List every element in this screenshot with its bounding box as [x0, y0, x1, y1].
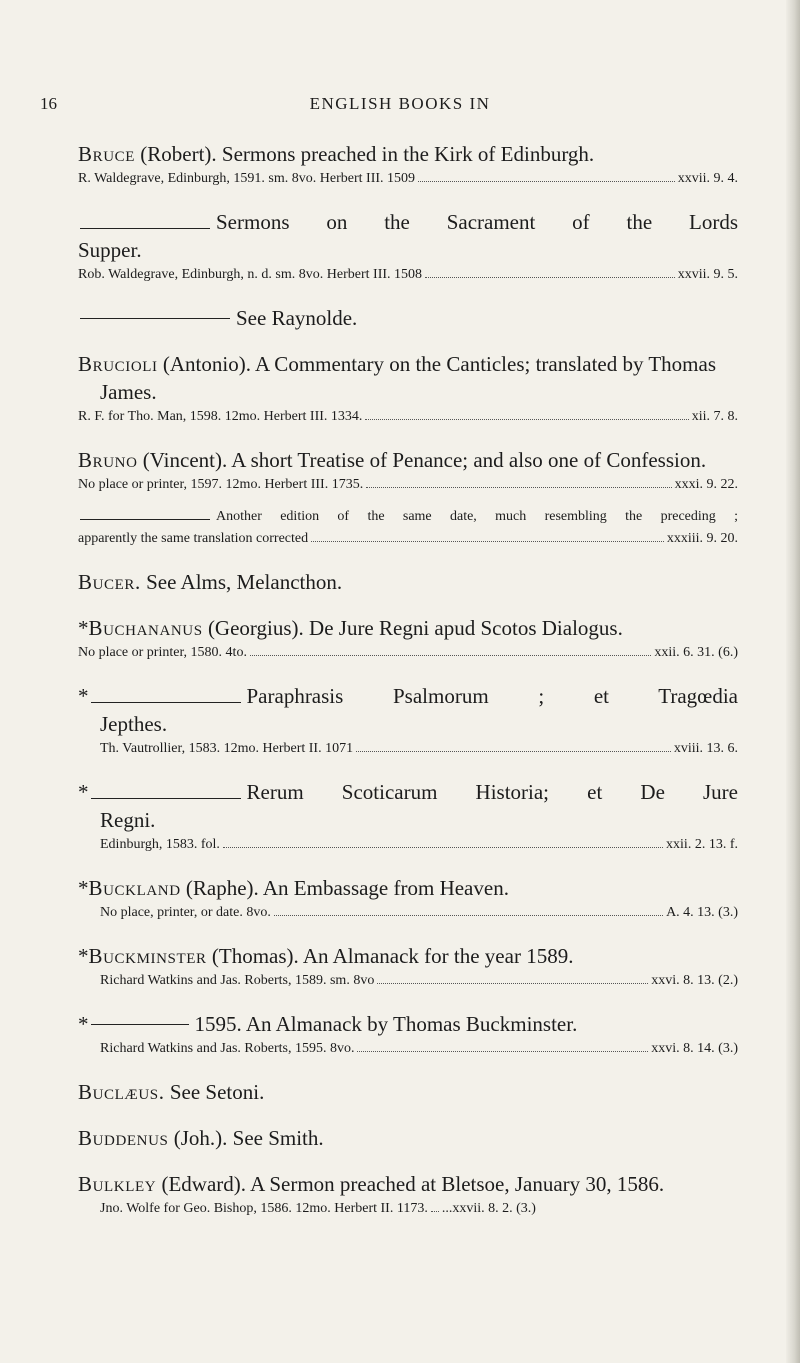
ditto-rule: [80, 318, 230, 319]
entry-imprint: [78, 528, 738, 550]
entry-buckland: [78, 874, 738, 924]
imprint-text: No place or printer, 1580. 4to.: [78, 645, 247, 660]
ditto-rule: [91, 702, 241, 703]
ditto-rule: [91, 1024, 189, 1025]
entry-imprint: [78, 1198, 738, 1220]
ditto-rule: [80, 228, 210, 229]
entry-buchananus: [78, 614, 738, 664]
entry-bruno: [78, 446, 738, 496]
bibliography-list: [78, 140, 738, 1238]
page-edge-shadow: [786, 0, 800, 1363]
shelf-reference: xxxiii. 9. 20.: [666, 531, 738, 546]
entry-title-text: (Antonio). A Commentary on the Canticles; translated by Thomas James.: [100, 352, 716, 404]
ditto-rule: [80, 519, 210, 520]
acquisition-star: *: [78, 684, 89, 708]
entry-bruce: [78, 140, 738, 190]
entry-title-text: Paraphrasis Psalmorum ; et Tragœdia: [246, 684, 738, 708]
entry-title-text: See Raynolde.: [236, 306, 358, 330]
entry-heading: Bulkley: [78, 1172, 157, 1196]
imprint-text: Richard Watkins and Jas. Roberts, 1589. sm. 8vo: [100, 973, 375, 988]
entry-title-text: 1595. An Almanack by Thomas Buckminster.: [194, 1012, 578, 1036]
entry-brucioli: [78, 350, 738, 428]
imprint-text: R. F. for Tho. Man, 1598. 12mo. Herbert III. 1334.: [78, 409, 363, 424]
entry-bruno-another-edition: [78, 506, 738, 550]
entry-title: [78, 568, 738, 596]
entry-bruce-see-raynolde: [78, 304, 738, 332]
acquisition-star: *: [78, 616, 89, 640]
entry-imprint: [78, 970, 738, 992]
entry-title: [78, 446, 738, 474]
shelf-reference: xxii. 2. 13. f.: [666, 837, 738, 852]
entry-imprint: [78, 642, 738, 664]
entry-title-text: (Edward). A Sermon preached at Bletsoe, January 30, 1586.: [161, 1172, 665, 1196]
entry-title-text: See Setoni.: [169, 1080, 265, 1104]
acquisition-star: *: [78, 780, 89, 804]
imprint-text: No place or printer, 1597. 12mo. Herbert III. 1735.: [78, 477, 364, 492]
entry-imprint: [78, 738, 738, 760]
entry-imprint: [78, 834, 738, 856]
imprint-text: Rob. Waldegrave, Edinburgh, n. d. sm. 8vo. Herbert III. 1508: [78, 267, 423, 282]
entry-title: [78, 942, 738, 970]
entry-imprint: [78, 474, 738, 496]
ditto-rule: [91, 798, 241, 799]
entry-buchananus-paraphrasis: [78, 682, 738, 760]
entry-heading: Brucioli: [78, 352, 158, 376]
shelf-reference: xii. 7. 8.: [691, 409, 738, 424]
entry-title: [78, 682, 738, 710]
entry-title: [78, 304, 738, 332]
entry-buclaeus: [78, 1078, 738, 1106]
imprint-text: Edinburgh, 1583. fol.: [100, 837, 220, 852]
entry-heading: Buclæus.: [78, 1080, 165, 1104]
imprint-text: Richard Watkins and Jas. Roberts, 1595. 8vo.: [100, 1041, 355, 1056]
entry-title-text: Sermons on the Sacrament of the Lords: [216, 210, 738, 234]
entry-imprint: [78, 406, 738, 428]
shelf-reference: xxvii. 9. 4.: [677, 171, 738, 186]
entry-title: [78, 874, 738, 902]
entry-heading: Bucer.: [78, 570, 141, 594]
shelf-reference: A. 4. 13. (3.): [666, 905, 738, 920]
entry-title: [78, 1010, 738, 1038]
entry-heading: Bruce: [78, 142, 136, 166]
entry-title: [78, 1078, 738, 1106]
edition-note: [78, 506, 738, 528]
entry-title-continued: Supper.: [78, 238, 142, 262]
entry-title: [78, 1170, 738, 1198]
imprint-text: No place, printer, or date. 8vo.: [100, 905, 271, 920]
running-head: ENGLISH BOOKS IN: [309, 94, 491, 113]
acquisition-star: *: [78, 1012, 89, 1036]
entry-title: [78, 1124, 738, 1152]
acquisition-star: *: [78, 944, 89, 968]
entry-imprint: [78, 902, 738, 924]
shelf-reference: xxvii. 9. 5.: [677, 267, 738, 282]
entry-title-text: (Robert). Sermons preached in the Kirk of Edinburgh.: [140, 142, 595, 166]
imprint-text: Jno. Wolfe for Geo. Bishop, 1586. 12mo. Herbert II. 1173.: [100, 1201, 428, 1216]
entry-imprint: [78, 264, 738, 286]
entry-title-text: See Alms, Melancthon.: [146, 570, 343, 594]
shelf-reference: ...xxvii. 8. 2. (3.): [441, 1201, 536, 1216]
entry-heading: Buckland: [88, 876, 181, 900]
entry-heading: Buchananus: [88, 616, 203, 640]
entry-title-continued: Jepthes.: [100, 712, 168, 736]
note-text-continued: apparently the same translation corrected: [78, 531, 309, 546]
entry-title-text: (Georgius). De Jure Regni apud Scotos Dialogus.: [207, 616, 623, 640]
entry-heading: Buckminster: [88, 944, 207, 968]
entry-title-text: (Thomas). An Almanack for the year 1589.: [211, 944, 574, 968]
entry-title-continued: Regni.: [100, 808, 156, 832]
shelf-reference: xxvi. 8. 14. (3.): [651, 1041, 738, 1056]
entry-heading: Buddenus: [78, 1126, 169, 1150]
acquisition-star: *: [78, 876, 89, 900]
entry-bulkley: [78, 1170, 738, 1220]
entry-title-text: (Joh.). See Smith.: [173, 1126, 324, 1150]
entry-heading: Bruno: [78, 448, 138, 472]
entry-title-text: Rerum Scoticarum Historia; et De Jure: [246, 780, 738, 804]
entry-buckminster: [78, 942, 738, 992]
shelf-reference: xviii. 13. 6.: [673, 741, 738, 756]
entry-imprint: [78, 1038, 738, 1060]
shelf-reference: xxvi. 8. 13. (2.): [651, 973, 738, 988]
shelf-reference: xxii. 6. 31. (6.): [654, 645, 738, 660]
entry-title: [78, 778, 738, 806]
note-text: Another edition of the same date, much resembling the preceding ;: [216, 509, 738, 524]
shelf-reference: xxxi. 9. 22.: [674, 477, 738, 492]
page-number: 16: [40, 94, 57, 113]
entry-title-text: (Raphe). An Embassage from Heaven.: [185, 876, 509, 900]
entry-title: [78, 614, 738, 642]
entry-buchananus-rerum: [78, 778, 738, 856]
imprint-text: Th. Vautrollier, 1583. 12mo. Herbert II. 1071: [100, 741, 354, 756]
entry-bucer: [78, 568, 738, 596]
entry-title: [78, 350, 738, 406]
entry-imprint: [78, 168, 738, 190]
entry-buddenus: [78, 1124, 738, 1152]
page-header: [0, 94, 800, 118]
entry-title-text: (Vincent). A short Treatise of Penance; and also one of Confession.: [142, 448, 707, 472]
imprint-text: R. Waldegrave, Edinburgh, 1591. sm. 8vo. Herbert III. 1509: [78, 171, 416, 186]
entry-title: [78, 140, 738, 168]
entry-buckminster-1595: [78, 1010, 738, 1060]
entry-title: [78, 208, 738, 236]
entry-bruce-sermons-sacrament: [78, 208, 738, 286]
